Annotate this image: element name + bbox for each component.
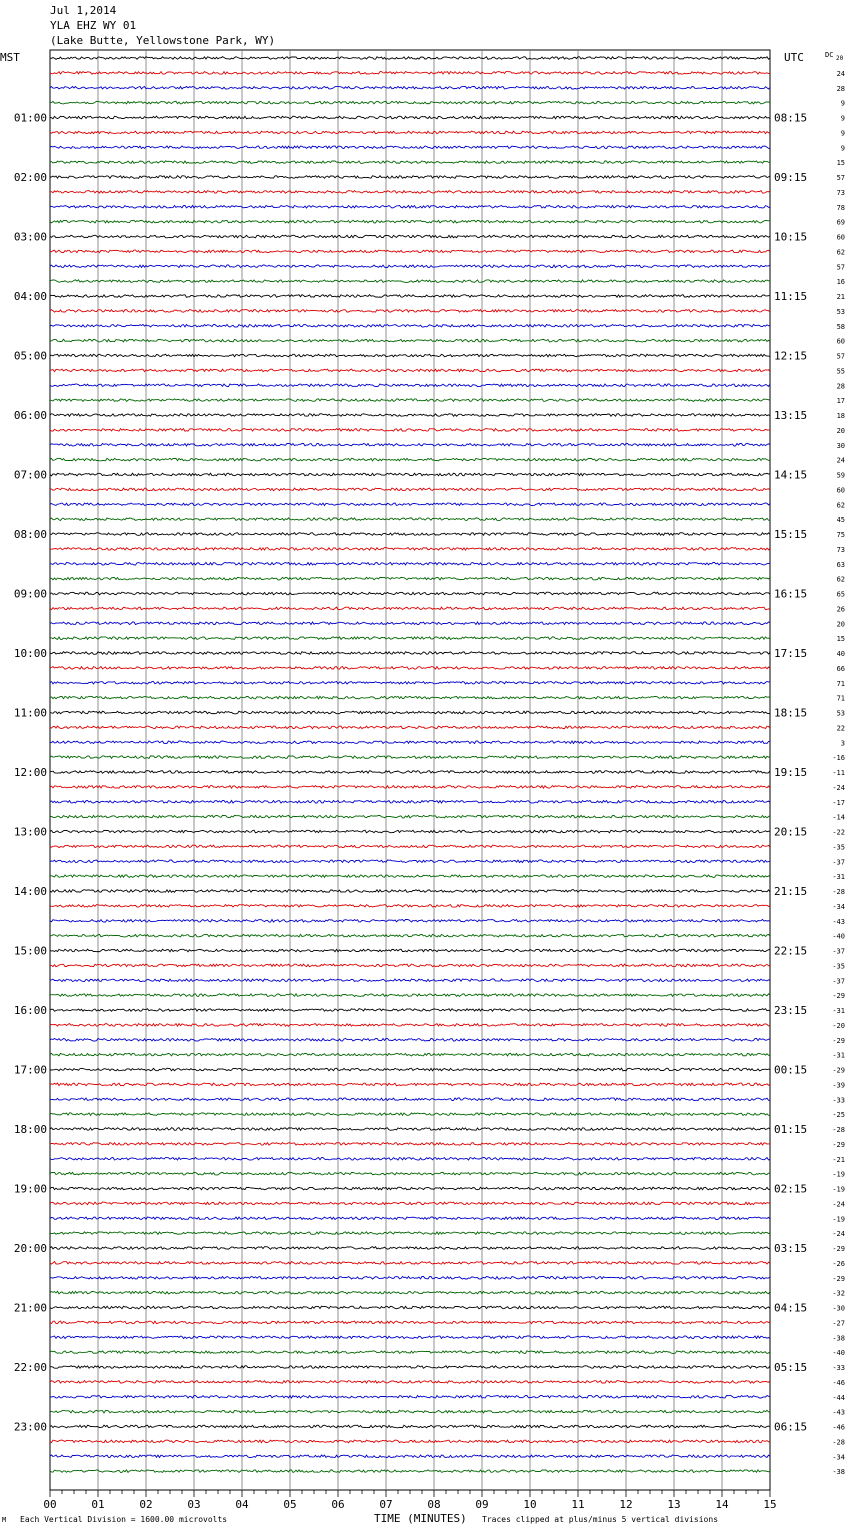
hour-label-left: 07:00 (13, 468, 47, 482)
trace-line (50, 860, 770, 863)
dc-offset-label: -29 (832, 992, 845, 1001)
trace-line (50, 1039, 770, 1042)
dc-offset-label: 18 (836, 412, 845, 420)
dc-offset-label: -39 (832, 1081, 845, 1090)
dc-offset-label: -46 (832, 1378, 845, 1387)
dc-offset-label: -28 (832, 1126, 845, 1134)
trace-line (50, 458, 770, 461)
hour-label-left: 05:00 (13, 349, 47, 363)
trace-line (50, 622, 770, 625)
hour-label-right: 11:15 (774, 290, 808, 303)
trace-line (50, 87, 770, 90)
hour-label-left: 19:00 (13, 1182, 47, 1196)
trace-line (50, 1277, 770, 1280)
dc-offset-label: 62 (836, 248, 845, 257)
dc-offset-label: -35 (832, 962, 845, 971)
trace-line (50, 473, 770, 476)
dc-offset-label: -16 (832, 754, 845, 763)
trace-line (50, 354, 770, 357)
hour-label-left: 18:00 (13, 1123, 47, 1136)
trace-line (50, 934, 770, 937)
dc-offset-label: 21 (836, 293, 845, 301)
dc-offset-label: 53 (836, 709, 845, 718)
x-tick-label: 13 (667, 1498, 681, 1511)
trace-line (50, 815, 770, 818)
trace-line (50, 220, 770, 223)
trace-line (50, 1143, 770, 1146)
left-axis-label: MST (0, 51, 20, 64)
dc-offset-label: -40 (832, 932, 845, 941)
dc-offset-label: -30 (832, 1304, 845, 1313)
dc-offset-label: -35 (832, 843, 845, 852)
trace-line (50, 235, 770, 238)
hour-label-left: 20:00 (13, 1242, 47, 1255)
x-tick-label: 04 (235, 1498, 249, 1511)
trace-line (50, 607, 770, 610)
hour-label-left: 22:00 (13, 1361, 47, 1374)
hour-label-right: 04:15 (774, 1301, 808, 1315)
dc-offset-label: 60 (836, 233, 845, 242)
dc-offset-label: 20 (836, 620, 845, 629)
hour-label-right: 08:15 (774, 111, 808, 125)
dc-offset-label: 24 (836, 456, 845, 465)
trace-line (50, 384, 770, 387)
trace-line (50, 1381, 770, 1384)
hour-label-right: 17:15 (774, 647, 808, 660)
dc-offset-label: 9 (840, 114, 845, 123)
trace-line (50, 1232, 770, 1235)
trace-line (50, 57, 770, 60)
dc-offset-label: 3 (840, 739, 845, 748)
trace-line (50, 369, 770, 372)
trace-line (50, 1068, 770, 1071)
hour-label-left: 06:00 (13, 409, 47, 422)
hour-label-right: 02:15 (774, 1182, 808, 1196)
trace-line (50, 979, 770, 982)
hour-label-left: 17:00 (13, 1063, 47, 1077)
trace-line (50, 310, 770, 313)
trace-line (50, 1217, 770, 1220)
dc-offset-label: 57 (836, 263, 845, 272)
trace-line (50, 1083, 770, 1086)
trace-line (50, 1410, 770, 1413)
right-axis-label: UTC (784, 51, 804, 64)
trace-line (50, 488, 770, 491)
hour-label-right: 10:15 (774, 230, 808, 244)
scale-note: Each Vertical Division = 1600.00 microvolts (20, 1515, 228, 1524)
hour-label-right: 00:15 (774, 1063, 808, 1077)
trace-line (50, 1009, 770, 1012)
dc-offset-label: 62 (836, 501, 845, 510)
trace-line (50, 1440, 770, 1443)
trace-line (50, 101, 770, 104)
hour-label-right: 18:15 (774, 706, 808, 720)
trace-line (50, 682, 770, 685)
dc-offset-label: -19 (832, 1185, 845, 1194)
trace-line (50, 176, 770, 179)
trace-line (50, 265, 770, 268)
hour-label-left: 12:00 (13, 766, 47, 779)
hour-label-right: 23:15 (774, 1004, 808, 1017)
trace-line (50, 711, 770, 714)
trace-line (50, 1351, 770, 1354)
dc-offset-label: 71 (836, 694, 845, 703)
hour-label-right: 13:15 (774, 409, 808, 422)
dc-offset-label: 15 (836, 635, 845, 644)
trace-line (50, 994, 770, 997)
trace-line (50, 1158, 770, 1161)
dc-offset-label: -38 (832, 1468, 845, 1477)
trace-line (50, 875, 770, 878)
dc-offset-label: 75 (836, 531, 845, 539)
trace-line (50, 756, 770, 759)
trace-line (50, 845, 770, 848)
dc-offset-label: -37 (832, 977, 845, 986)
trace-line (50, 548, 770, 551)
trace-line (50, 1262, 770, 1265)
dc-offset-label: -25 (832, 1111, 845, 1120)
trace-line (50, 1321, 770, 1324)
dc-offset-label: -29 (832, 1245, 845, 1253)
trace-line (50, 191, 770, 194)
hour-label-right: 16:15 (774, 587, 808, 601)
trace-line (50, 1098, 770, 1101)
hour-label-left: 13:00 (13, 825, 47, 839)
trace-line (50, 414, 770, 417)
dc-offset-label: 45 (836, 516, 845, 525)
trace-line (50, 146, 770, 149)
trace-line (50, 1425, 770, 1428)
trace-line (50, 250, 770, 253)
dc-offset-label: -21 (832, 1155, 845, 1164)
trace-line (50, 1291, 770, 1294)
station-location: (Lake Butte, Yellowstone Park, WY) (50, 34, 276, 47)
dc-offset-label: -27 (832, 1319, 845, 1328)
dc-offset-label: -24 (832, 1230, 845, 1239)
dc-offset-label: 53 (836, 307, 845, 316)
trace-line (50, 637, 770, 640)
dc-offset-label: -19 (832, 1170, 845, 1179)
trace-line (50, 830, 770, 833)
hour-label-right: 09:15 (774, 171, 808, 184)
dc-offset-label: -28 (832, 1438, 845, 1447)
dc-offset-label: 20 (836, 426, 845, 435)
hour-label-left: 08:00 (13, 528, 47, 541)
dc-offset-label: 57 (836, 352, 845, 361)
dc-offset-label: -22 (832, 828, 845, 837)
trace-line (50, 280, 770, 283)
hour-label-left: 03:00 (13, 230, 47, 244)
x-tick-label: 08 (427, 1498, 441, 1511)
hour-label-right: 22:15 (774, 944, 808, 958)
trace-line (50, 1113, 770, 1116)
trace-line (50, 1336, 770, 1339)
dc-offset-label: 69 (836, 218, 845, 227)
hour-label-right: 12:15 (774, 349, 808, 363)
trace-line (50, 72, 770, 75)
dc-offset-label: 62 (836, 575, 845, 584)
dc-offset-label: 9 (840, 144, 845, 153)
trace-line (50, 429, 770, 432)
hour-label-left: 14:00 (13, 885, 47, 898)
trace-line (50, 1306, 770, 1309)
x-tick-label: 00 (43, 1498, 57, 1511)
trace-line (50, 905, 770, 908)
trace-line (50, 696, 770, 699)
trace-line (50, 1396, 770, 1399)
hour-label-left: 02:00 (13, 171, 47, 184)
trace-line (50, 533, 770, 536)
trace-line (50, 771, 770, 774)
trace-line (50, 116, 770, 119)
trace-line (50, 295, 770, 298)
dc-offset-label: -38 (832, 1334, 845, 1343)
dc-offset-label: 57 (836, 174, 845, 182)
x-tick-label: 10 (523, 1498, 537, 1511)
dc-offset-label: -44 (832, 1393, 845, 1402)
trace-line (50, 1128, 770, 1131)
dc-offset-label: -43 (832, 917, 845, 926)
trace-line (50, 131, 770, 134)
trace-line (50, 518, 770, 521)
hour-label-left: 11:00 (13, 706, 47, 720)
dc-offset-label: -28 (832, 888, 845, 896)
hour-label-right: 14:15 (774, 468, 808, 482)
hour-label-left: 10:00 (13, 647, 47, 660)
trace-line (50, 949, 770, 952)
trace-line (50, 890, 770, 893)
hour-label-left: 01:00 (13, 111, 47, 125)
dc-offset-label: 30 (836, 441, 845, 450)
dc-offset-label: 63 (836, 560, 845, 569)
dc-offset-label: 17 (836, 397, 845, 406)
trace-line (50, 444, 770, 447)
dc-offset-label: -40 (832, 1349, 845, 1358)
hour-label-left: 23:00 (13, 1420, 47, 1434)
hour-label-right: 05:15 (774, 1361, 808, 1374)
trace-line (50, 920, 770, 923)
hour-label-left: 04:00 (13, 290, 47, 303)
hour-label-right: 15:15 (774, 528, 808, 541)
dc-offset-label: 73 (836, 188, 845, 197)
x-tick-label: 09 (475, 1498, 489, 1511)
dc-offset-label: 24 (836, 69, 845, 78)
trace-line (50, 1247, 770, 1250)
trace-line (50, 592, 770, 595)
dc-offset-label: 28 (836, 382, 845, 391)
trace-line (50, 786, 770, 789)
dc-offset-label: -29 (832, 1140, 845, 1149)
corner-mark: M (2, 1516, 7, 1524)
dc-label: DC (825, 51, 834, 59)
trace-line (50, 563, 770, 566)
dc-offset-label: 22 (836, 724, 845, 733)
x-tick-label: 06 (331, 1498, 345, 1511)
trace-line (50, 1187, 770, 1190)
dc-offset-label: -14 (832, 813, 845, 822)
x-tick-label: 01 (91, 1498, 105, 1511)
trace-line (50, 1202, 770, 1205)
hour-label-left: 21:00 (13, 1301, 47, 1315)
dc-offset-label: -29 (832, 1036, 845, 1045)
dc-offset-label: -37 (832, 947, 845, 956)
dc-offset-label: 26 (836, 605, 845, 614)
dc-offset-label: 55 (836, 367, 845, 376)
dc-offset-label: -33 (832, 1096, 845, 1105)
dc-offset-label: -11 (832, 769, 845, 777)
dc-offset-label: 40 (836, 650, 845, 658)
trace-line (50, 964, 770, 967)
dc-offset-label: -46 (832, 1423, 845, 1432)
dc-offset-label: 58 (836, 322, 845, 331)
x-tick-label: 02 (139, 1498, 153, 1511)
dc-offset-label: -43 (832, 1408, 845, 1417)
dc-offset-label: -31 (832, 1051, 845, 1060)
trace-line (50, 1172, 770, 1175)
x-tick-label: 05 (283, 1498, 297, 1511)
dc-offset-label: -33 (832, 1364, 845, 1372)
dc-offset-label: -34 (832, 902, 845, 911)
dc-offset-label: 9 (840, 99, 845, 108)
dc-offset-label: -31 (832, 873, 845, 882)
station-id: YLA EHZ WY 01 (50, 19, 137, 32)
hour-label-right: 19:15 (774, 766, 808, 779)
dc-offset-label: 9 (840, 129, 845, 138)
trace-line (50, 206, 770, 209)
dc-offset-label: -26 (832, 1259, 845, 1268)
trace-line (50, 161, 770, 164)
dc-offset-label: -24 (832, 783, 845, 792)
trace-line (50, 577, 770, 580)
hour-label-right: 21:15 (774, 885, 808, 898)
dc-offset-label: -34 (832, 1453, 845, 1462)
dc-offset-label: 73 (836, 545, 845, 554)
dc-offset-label: -29 (832, 1066, 845, 1075)
x-axis-title: TIME (MINUTES) (374, 1512, 467, 1525)
trace-line (50, 726, 770, 729)
hour-label-left: 16:00 (13, 1004, 47, 1017)
x-tick-label: 03 (187, 1498, 201, 1511)
dc-offset-label: -24 (832, 1200, 845, 1209)
trace-line (50, 1053, 770, 1056)
dc-offset-label: 15 (836, 159, 845, 168)
dc-offset-label: 60 (836, 337, 845, 346)
dc-offset-label: -20 (832, 1021, 845, 1030)
trace-line (50, 1366, 770, 1369)
x-tick-label: 07 (379, 1498, 393, 1511)
clip-note: Traces clipped at plus/minus 5 vertical divisions (482, 1515, 719, 1524)
dc-offset-label: -19 (832, 1215, 845, 1224)
trace-line (50, 1024, 770, 1027)
trace-line (50, 801, 770, 804)
dc-offset-label: 28 (836, 84, 845, 93)
hour-label-left: 09:00 (13, 587, 47, 601)
dc-offset-label: -37 (832, 858, 845, 867)
dc-offset-label: 65 (836, 590, 845, 599)
dc-offset-label: 59 (836, 471, 845, 480)
dc-subscript: 20 (836, 55, 844, 62)
trace-line (50, 1470, 770, 1473)
x-tick-label: 12 (619, 1498, 633, 1511)
dc-offset-label: 71 (836, 679, 845, 688)
trace-line (50, 652, 770, 655)
hour-label-right: 20:15 (774, 825, 808, 839)
trace-line (50, 399, 770, 402)
trace-line (50, 741, 770, 744)
dc-offset-label: 66 (836, 664, 845, 673)
trace-line (50, 1455, 770, 1458)
hour-label-left: 15:00 (13, 944, 47, 958)
trace-line (50, 325, 770, 328)
plot-date: Jul 1,2014 (50, 4, 117, 17)
hour-label-right: 03:15 (774, 1242, 808, 1255)
x-tick-label: 11 (571, 1498, 585, 1511)
dc-offset-label: 16 (836, 278, 845, 287)
hour-label-right: 06:15 (774, 1420, 808, 1434)
dc-offset-label: -32 (832, 1289, 845, 1298)
hour-label-right: 01:15 (774, 1123, 808, 1136)
dc-offset-label: 60 (836, 486, 845, 495)
dc-offset-label: -31 (832, 1007, 845, 1015)
dc-offset-label: 78 (836, 203, 845, 212)
x-tick-label: 14 (715, 1498, 729, 1511)
trace-line (50, 339, 770, 342)
x-tick-label: 15 (763, 1498, 777, 1511)
trace-line (50, 667, 770, 670)
trace-line (50, 503, 770, 506)
dc-offset-label: -17 (832, 798, 845, 807)
dc-offset-label: -29 (832, 1274, 845, 1283)
